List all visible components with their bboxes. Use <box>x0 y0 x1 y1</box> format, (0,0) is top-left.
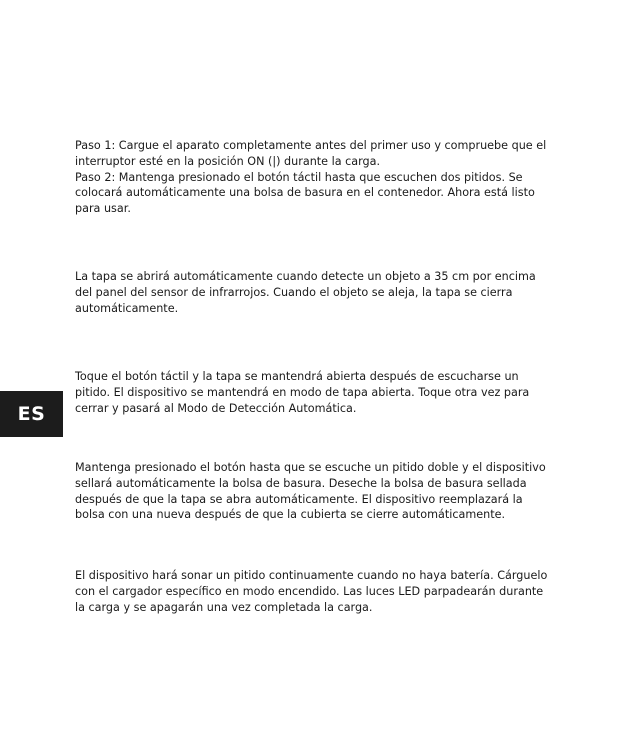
paragraph-auto-open <box>75 269 565 316</box>
text-line: cerrar y pasará al Modo de Detección Automática. <box>75 401 357 415</box>
text-line: Paso 1: Cargue el aparato completamente antes del primer uso y compruebe que el <box>75 139 547 152</box>
language-tab: ES <box>0 391 63 437</box>
text-line: La tapa se abrirá automáticamente cuando detecte un objeto a 35 cm por encima <box>75 270 536 283</box>
text-line: El dispositivo hará sonar un pitido continuamente cuando no haya batería. Cárguelo <box>75 569 548 582</box>
text-line: automáticamente. <box>75 301 179 315</box>
text-line: sellará automáticamente la bolsa de basura. Deseche la bolsa de basura sellada <box>75 476 527 490</box>
paragraph-setup-steps <box>75 138 565 217</box>
text-line: Toque el botón táctil y la tapa se mantendrá abierta después de escucharse un <box>75 370 519 383</box>
text-line: después de que la tapa se abra automáticamente. El dispositivo reemplazará la <box>75 492 523 506</box>
text-line: con el cargador específico en modo encendido. Las luces LED parpadearán durante <box>75 584 544 598</box>
paragraph-open-lid-mode <box>75 369 565 416</box>
text-line: pitido. El dispositivo se mantendrá en modo de tapa abierta. Toque otra vez para <box>75 385 530 399</box>
text-line: para usar. <box>75 202 131 216</box>
text-line: la carga y se apagarán una vez completada la carga. <box>75 600 373 614</box>
text-line: interruptor esté en la posición ON (|) durante la carga. <box>75 154 381 168</box>
text-line: Paso 2: Mantenga presionado el botón táctil hasta que escuchen dos pitidos. Se <box>75 170 523 184</box>
text-line: colocará automáticamente una bolsa de basura en el contenedor. Ahora está listo <box>75 186 535 200</box>
paragraph-low-battery <box>75 568 565 615</box>
text-line: Mantenga presionado el botón hasta que se escuche un pitido doble y el dispositivo <box>75 461 546 474</box>
text-line: del panel del sensor de infrarrojos. Cuando el objeto se aleja, la tapa se cierra <box>75 285 513 299</box>
text-line: bolsa con una nueva después de que la cubierta se cierre automáticamente. <box>75 508 506 522</box>
paragraph-seal-bag <box>75 460 565 523</box>
